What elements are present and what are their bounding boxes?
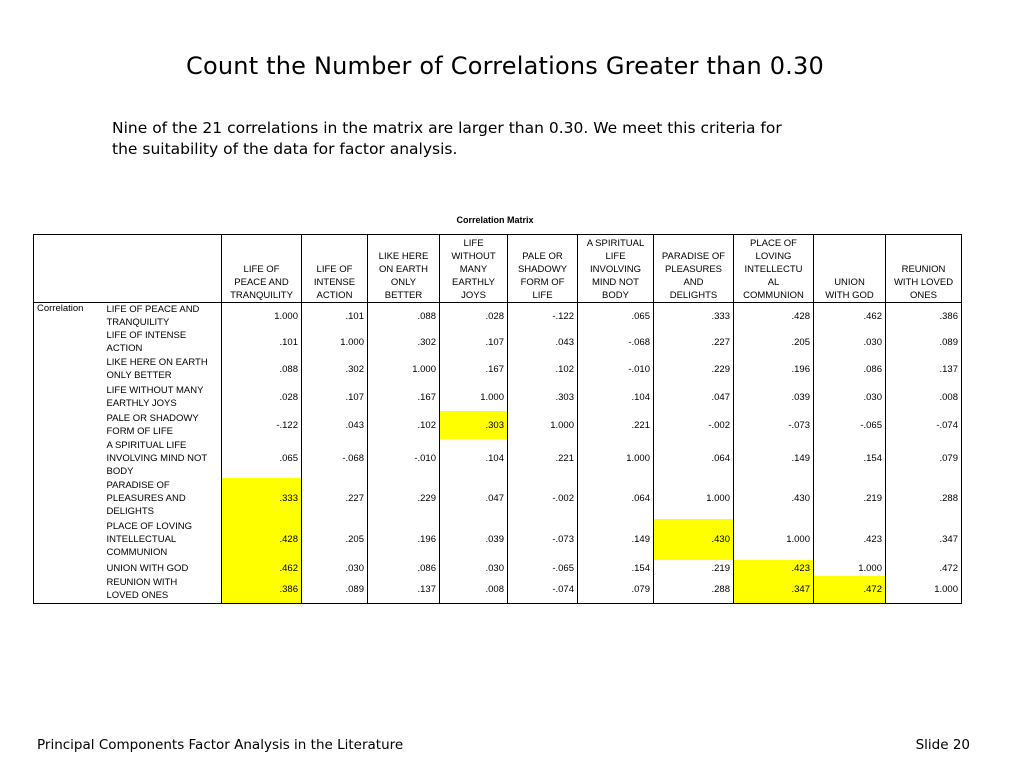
group-label: Correlation [37,303,84,314]
correlation-cell: .101 [222,329,302,355]
correlation-cell: .154 [814,439,886,478]
correlation-cell: .086 [814,355,886,383]
column-header-line: REUNION [901,264,946,275]
column-header-line: PALE OR [522,251,563,262]
correlation-cell: 1.000 [814,560,886,576]
correlation-cell: .386 [222,576,302,603]
column-header-line: JOYS [461,290,486,301]
correlation-cell: .229 [368,478,440,519]
correlation-cell: .229 [654,355,734,383]
correlation-cell: -.073 [508,519,578,560]
correlation-cell: -.010 [368,439,440,478]
correlation-cell: .088 [368,303,440,330]
header-row [34,235,962,303]
correlation-cell: 1.000 [222,303,302,330]
table-row [34,355,962,383]
column-header-line: AL [767,277,780,288]
row-label [104,576,222,603]
column-header [734,235,814,303]
correlation-cell: -.065 [814,411,886,439]
table-row [34,329,962,355]
column-header-line: WITHOUT [451,251,496,262]
correlation-cell: 1.000 [368,355,440,383]
correlation-cell: .219 [654,560,734,576]
correlation-cell: -.074 [886,411,962,439]
column-header-line: PLEASURES [664,264,723,275]
correlation-cell: .047 [654,383,734,411]
row-label [104,411,222,439]
correlation-cell: .428 [222,519,302,560]
correlation-cell: .205 [734,329,814,355]
column-header [440,235,508,303]
correlation-cell: .333 [654,303,734,330]
row-label [104,329,222,355]
column-header-line: SHADOWY [517,264,568,275]
correlation-cell: -.068 [578,329,654,355]
correlation-cell: -.010 [578,355,654,383]
correlation-cell: .472 [886,560,962,576]
correlation-cell: .462 [222,560,302,576]
correlation-cell: .386 [886,303,962,330]
correlation-cell: .196 [734,355,814,383]
correlation-cell: .107 [302,383,368,411]
correlation-cell: .472 [814,576,886,603]
column-header [508,235,578,303]
correlation-cell: .137 [886,355,962,383]
column-header-line: MANY [459,264,488,275]
row-label-line: INTELLECTUAL [106,534,177,545]
slide-number: Slide 20 [915,737,970,753]
table-row [34,439,962,478]
column-header-line: LOVING [755,251,792,262]
column-header-line: ON EARTH [379,264,428,275]
row-label [104,439,222,478]
correlation-cell: .088 [222,355,302,383]
correlation-cell: .028 [440,303,508,330]
column-header-line: ONES [910,290,937,301]
column-header-line: PEACE AND [234,277,289,288]
correlation-cell: 1.000 [886,576,962,603]
correlation-cell: -.073 [734,411,814,439]
column-header [222,235,302,303]
correlation-cell: .039 [440,519,508,560]
row-label [104,560,222,576]
correlation-cell: .008 [886,383,962,411]
intro-line: Nine of the 21 correlations in the matrix are larger than 0.30. We meet this criteria for [112,119,782,137]
table-row [34,576,962,603]
column-header-line: ACTION [316,290,353,301]
correlation-cell: .219 [814,478,886,519]
correlation-matrix-table [33,234,962,604]
row-label-line: UNION WITH GOD [106,562,189,574]
column-header-line: LIFE [463,238,484,249]
correlation-cell: -.065 [508,560,578,576]
slide-title: Count the Number of Correlations Greater than 0.30 [186,52,824,80]
table-row [34,383,962,411]
correlation-cell: .107 [440,329,508,355]
correlation-cell: .079 [578,576,654,603]
column-header-line: MIND NOT [592,277,639,288]
correlation-cell: .227 [654,329,734,355]
table-row [34,303,962,330]
correlation-cell: .149 [578,519,654,560]
correlation-cell: .043 [508,329,578,355]
correlation-cell: .064 [654,439,734,478]
correlation-cell: .288 [654,576,734,603]
correlation-cell: .227 [302,478,368,519]
correlation-cell: .030 [440,560,508,576]
correlation-cell: .064 [578,478,654,519]
table-row [34,560,962,576]
correlation-cell: .221 [578,411,654,439]
column-header-line: PLACE OF [750,238,797,249]
row-label [104,355,222,383]
correlation-cell: -.122 [222,411,302,439]
correlation-cell: .462 [814,303,886,330]
table-row [34,478,962,519]
column-header [654,235,734,303]
correlation-cell: .104 [578,383,654,411]
correlation-cell: .030 [814,329,886,355]
correlation-cell: .430 [654,519,734,560]
column-header-line: LIFE OF [243,264,280,275]
correlation-cell: .065 [222,439,302,478]
table-row [34,411,962,439]
column-header [578,235,654,303]
correlation-cell: .089 [886,329,962,355]
row-label-line: PLEASURES AND [106,493,186,504]
row-label-line: A SPIRITUAL LIFE [106,440,187,451]
correlation-cell: 1.000 [734,519,814,560]
row-label-line: TRANQUILITY [106,317,170,328]
table-row [34,519,962,560]
correlation-cell: -.122 [508,303,578,330]
correlation-cell: .008 [440,576,508,603]
row-label-line: FORM OF LIFE [106,426,173,437]
header-blank [104,235,222,303]
column-header-line: ONLY [390,277,417,288]
correlation-cell: -.002 [508,478,578,519]
correlation-cell: .347 [886,519,962,560]
column-header-line: WITH GOD [825,290,874,301]
row-label [104,519,222,560]
correlation-cell: .065 [578,303,654,330]
column-header-line: INTELLECTU [744,264,803,275]
column-header-line: A SPIRITUAL [586,238,645,249]
row-label-line: PLACE OF LOVING [106,521,193,532]
row-label-line: COMMUNION [106,547,168,558]
correlation-cell: .205 [302,519,368,560]
column-header-line: BETTER [384,290,423,301]
column-header-line: COMMUNION [743,290,804,301]
correlation-cell: .347 [734,576,814,603]
correlation-cell: .039 [734,383,814,411]
correlation-cell: .102 [368,411,440,439]
column-header-line: LIFE [605,251,626,262]
column-header [886,235,962,303]
column-header-line: TRANQUILITY [230,290,293,301]
correlation-cell: .079 [886,439,962,478]
row-label-line: LOVED ONES [106,590,169,602]
row-label-line: ONLY BETTER [106,370,172,381]
row-label-line: BODY [106,466,134,477]
row-label-line: PARADISE OF [106,480,170,491]
correlation-cell: .149 [734,439,814,478]
row-label-line: LIFE WITHOUT MANY [106,385,204,396]
intro-line: the suitability of the data for factor analysis. [112,140,458,158]
footer-title: Principal Components Factor Analysis in the Literature [37,737,404,753]
correlation-cell: .288 [886,478,962,519]
column-header-line: UNION [834,277,865,288]
column-header-line: INTENSE [313,277,356,288]
correlation-cell: .154 [578,560,654,576]
column-header-line: PARADISE OF [661,251,726,262]
header-blank [34,235,104,303]
correlation-cell: .167 [368,383,440,411]
column-header-line: WITH LOVED [893,277,954,288]
correlation-cell: 1.000 [578,439,654,478]
correlation-cell: .302 [302,355,368,383]
correlation-cell: .086 [368,560,440,576]
column-header-line: INVOLVING [589,264,642,275]
column-header [814,235,886,303]
column-header-line: DELIGHTS [669,290,718,301]
correlation-cell: .221 [508,439,578,478]
correlation-cell: .196 [368,519,440,560]
correlation-cell: .423 [734,560,814,576]
correlation-cell: .028 [222,383,302,411]
correlation-cell: .102 [508,355,578,383]
row-label-line: ACTION [106,343,143,354]
correlation-cell: .047 [440,478,508,519]
column-header [302,235,368,303]
correlation-cell: .423 [814,519,886,560]
column-header-line: LIFE [532,290,553,301]
correlation-cell: -.074 [508,576,578,603]
matrix-title: Correlation Matrix [456,215,534,225]
correlation-cell: .137 [368,576,440,603]
correlation-cell: -.068 [302,439,368,478]
row-label-line: LIKE HERE ON EARTH [106,357,208,368]
row-label-line: INVOLVING MIND NOT [106,453,208,464]
row-label [104,478,222,519]
correlation-cell: .101 [302,303,368,330]
correlation-cell: .303 [440,411,508,439]
correlation-cell: .089 [302,576,368,603]
column-header-line: EARTHLY [452,277,495,288]
correlation-cell: .030 [814,383,886,411]
correlation-cell: .428 [734,303,814,330]
correlation-cell: -.002 [654,411,734,439]
correlation-cell: 1.000 [654,478,734,519]
column-header-line: BODY [602,290,629,301]
row-label [104,303,222,330]
correlation-cell: 1.000 [440,383,508,411]
correlation-cell: .430 [734,478,814,519]
correlation-cell: .303 [508,383,578,411]
correlation-cell: .043 [302,411,368,439]
correlation-cell: .030 [302,560,368,576]
matrix-body [34,303,962,604]
column-header-line: AND [683,277,704,288]
correlation-cell: 1.000 [302,329,368,355]
row-label-line: DELIGHTS [106,506,155,517]
correlation-cell: .333 [222,478,302,519]
row-label [104,383,222,411]
correlation-cell: .302 [368,329,440,355]
row-label-line: PALE OR SHADOWY [106,413,199,424]
column-header-line: LIKE HERE [378,251,429,262]
row-label-line: LIFE OF PEACE AND [106,304,200,315]
column-header [368,235,440,303]
correlation-cell: 1.000 [508,411,578,439]
intro-text [112,118,912,160]
column-header-line: FORM OF [520,277,565,288]
row-label-line: LIFE OF INTENSE [106,330,187,341]
column-header-line: LIFE OF [316,264,353,275]
correlation-cell: .104 [440,439,508,478]
row-label-line: REUNION WITH [106,577,178,589]
correlation-cell: .167 [440,355,508,383]
row-label-line: EARTHLY JOYS [106,398,177,409]
